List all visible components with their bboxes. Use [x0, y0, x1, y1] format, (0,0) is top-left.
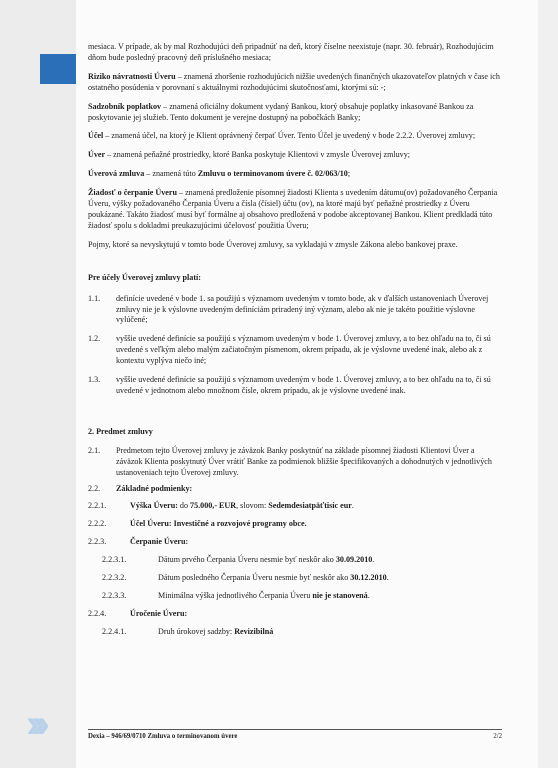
definition-ucel: Účel – znamená účel, na ktorý je Klient oprávnený čerpať Úver. Tento Účel je uvedený v bode 2.2.2. Úverovej zmluvy;	[88, 131, 476, 141]
brand-tab-marker	[40, 54, 76, 84]
term-zmluva: Úverová zmluva	[88, 169, 145, 179]
definition-ziadost: Žiadosť o čerpanie Úveru – znamená predloženie písomnej žiadosti Klienta s uvedením dátumu(ov) požadovaného Čerpania Úveru, výšky požadovaného Čerpania Úveru a čísla (čísiel) účtu (ov), na ktoré majú byť peňažné prostriedky z Úveru poukázané. Takáto žiadosť musí byť formálne aj obsahovo predložená v podobe akceptovanej Bankou. Klient predkladá túto žiadosť spolu s dokladmi preukazujúcimi účelovosť použitia Úveru;	[88, 188, 498, 230]
term-ucel: Účel	[88, 131, 104, 141]
clause-2-2-4: 2.2.4. Úročenie Úveru:	[88, 608, 188, 618]
clause-2-2-3-2: 2.2.3.2. Dátum posledného Čerpania Úveru nesmie byť neskôr ako 30.12.2010.	[102, 573, 389, 582]
purposes-title: Pre účely Úverovej zmluvy platí:	[88, 272, 201, 282]
term-ziadost: Žiadosť o čerpanie Úveru	[88, 188, 177, 198]
page-number: 2/2	[493, 733, 502, 740]
clause-2-2-1: 2.2.1. Výška Úveru: do 75.000,- EUR, slovom: Sedemdesiatpäťtisíc eur.	[88, 501, 354, 511]
definition-zmluva: Úverová zmluva – znamená túto Zmluvu o terminovanom úvere č. 02/063/10;	[88, 169, 351, 179]
footer-text: Dexia – 946/69/0710 Zmluva o terminovanom úvere	[88, 733, 238, 740]
term-uver: Úver	[88, 150, 106, 160]
brand-chevrons-icon: ›››	[26, 702, 42, 746]
term-sadzobnik: Sadzobník poplatkov	[88, 101, 162, 111]
clause-2-2-4-1: 2.2.4.1. Druh úrokovej sadzby: Revizibilná	[102, 626, 274, 636]
section-2-title: 2. Predmet zmluvy	[88, 426, 153, 436]
definition-uver: Úver – znamená peňažné prostriedky, ktoré Banka poskytuje Klientovi v zmysle Úverovej zmluvy;	[88, 150, 411, 160]
purpose-item: 1.3. vyššie uvedené definície sa použijú s významom uvedeným v bode 1. Úverovej zmluvy, a to bez ohľadu na to, či sú uvedené v jednotnom alebo množnom čísle, okrem prípadu, ak je výslovne uvedené inak.	[88, 375, 491, 395]
page-footer	[88, 729, 502, 740]
term-riziko: Riziko návratnosti Úveru	[88, 71, 176, 81]
scan-right-edge	[538, 0, 558, 768]
clause-2-2: 2.2. Základné podmienky:	[88, 484, 193, 494]
clause-2-2-3-1: 2.2.3.1. Dátum prvého Čerpania Úveru nesmie byť neskôr ako 30.09.2010.	[102, 555, 375, 565]
purpose-item: 1.2. vyššie uvedené definície sa použijú s významom uvedeným v bode 1. Úverovej zmluvy, a to bez ohľadu na to, či sú uvedené s veľkým alebo malým začiatočným písmenom, okrem prípadu, ak je výslovne uvedené inak, alebo ak z kontextu vyplýva niečo iné;	[88, 334, 491, 366]
document-body	[88, 42, 502, 645]
definition-sadzobnik: Sadzobník poplatkov – znamená oficiálny dokument vydaný Bankou, ktorý obsahuje poplatky inkasované Bankou za poskytovanie jej služieb. Tento dokument je verejne dostupný na pobočkách Banky;	[88, 101, 474, 122]
clause-2-2-3-3: 2.2.3.3. Minimálna výška jednotlivého Čerpania Úveru nie je stanovená.	[102, 590, 370, 600]
purpose-item: 1.1. definície uvedené v bode 1. sa použijú s významom uvedeným v tomto bode, ak v ďalších ustanoveniach Úverovej zmluvy nie je k výslovne uvedeným definíciám priradený iný význam, alebo ak nie je takéto použitie výslovne vylúčené;	[88, 293, 489, 325]
clause-2-2-3: 2.2.3. Čerpanie Úveru:	[88, 537, 189, 547]
definition-intro: mesiaca. V prípade, ak by mal Rozhodujúci deň pripadnúť na deň, ktorý číselne neexistuje (napr. 30. február), Rozhodujúcim dňom bude posledný pracovný deň príslušného mesiaca;	[88, 42, 494, 62]
clause-2-1: 2.1. Predmetom tejto Úverovej zmluvy je záväzok Banky poskytnúť na základe písomnej žiadosti Klientovi Úver a záväzok Klienta poskytnutý Úver vrátiť Banke za podmienok bližšie špecifikovaných a dohodnutých v jednotlivých ustanoveniach tejto Úverovej zmluvy.	[88, 445, 492, 477]
scan-margin	[0, 0, 76, 768]
definition-riziko: Riziko návratnosti Úveru – znamená zhoršenie rozhodujúcich nižšie uvedených finančných ukazovateľov platných v čase ich ostatného posúdenia v porovnaní s aktuálnymi rozhodujúcimi skutočnosťami, ktorými sú: -;	[88, 71, 500, 92]
clause-2-2-2: 2.2.2. Účel Úveru: Investičné a rozvojové programy obce.	[88, 519, 307, 529]
definition-pojmy: Pojmy, ktoré sa nevyskytujú v tomto bode Úverovej zmluvy, sa vykladajú v zmysle Zákona alebo bankovej praxe.	[88, 239, 458, 249]
